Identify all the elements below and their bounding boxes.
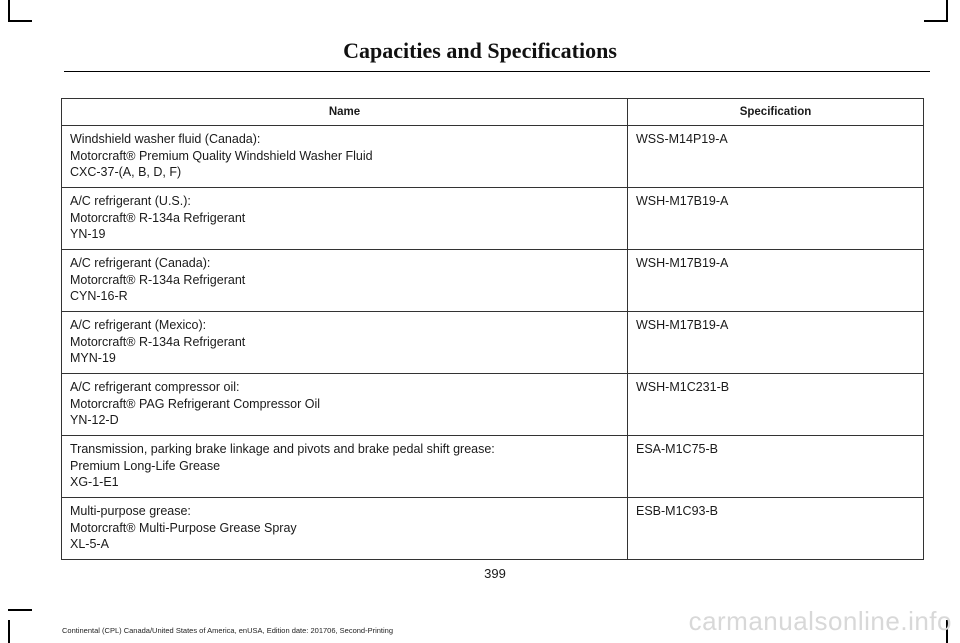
cell-name: [62, 250, 628, 312]
cell-name-line: Multi-purpose grease:: [70, 504, 191, 518]
cell-name-line: A/C refrigerant (Canada):: [70, 256, 211, 270]
cell-name-line: A/C refrigerant (U.S.):: [70, 194, 191, 208]
crop-mark: [924, 20, 948, 22]
column-header-name: Name: [62, 99, 628, 126]
cell-name-line: Transmission, parking brake linkage and pivots and brake pedal shift grease:: [70, 442, 495, 456]
title-rule: [64, 71, 930, 72]
footer-edition-text: Continental (CPL) Canada/United States of America, enUSA, Edition date: 201706, Second-Printing: [62, 626, 394, 635]
cell-name-line: YN-19: [70, 227, 106, 241]
cell-name-line: A/C refrigerant (Mexico):: [70, 318, 207, 332]
cell-name-line: Motorcraft® R-134a Refrigerant: [70, 272, 246, 287]
column-header-specification: Specification: [628, 99, 924, 126]
cell-name-line: Premium Long-Life Grease: [70, 458, 221, 473]
table-row: [62, 250, 924, 312]
table-row: [62, 436, 924, 498]
table-row: [62, 374, 924, 436]
page-number: 399: [484, 566, 506, 581]
cell-name-line: YN-12-D: [70, 413, 119, 427]
cell-name-line: Motorcraft® Multi-Purpose Grease Spray: [70, 520, 297, 535]
cell-name-line: Motorcraft® PAG Refrigerant Compressor Oil: [70, 396, 321, 411]
cell-name-line: Motorcraft® R-134a Refrigerant: [70, 334, 246, 349]
cell-specification: WSH-M17B19-A: [628, 250, 924, 312]
cell-name-line: Windshield washer fluid (Canada):: [70, 132, 261, 146]
table-body: [62, 126, 924, 560]
page-title: Capacities and Specifications: [343, 38, 617, 63]
cell-specification: WSH-M1C231-B: [628, 374, 924, 436]
cell-name-line: XG-1-E1: [70, 475, 119, 489]
cell-name: [62, 188, 628, 250]
crop-mark: [8, 20, 32, 22]
cell-name: [62, 312, 628, 374]
crop-mark: [8, 0, 10, 20]
cell-name-line: Motorcraft® R-134a Refrigerant: [70, 210, 246, 225]
table-row: [62, 498, 924, 560]
crop-mark: [8, 620, 10, 643]
table-header-row: [62, 99, 924, 126]
watermark: carmanualsonline.info: [688, 606, 952, 636]
cell-name-line: Motorcraft® Premium Quality Windshield Washer Fluid: [70, 148, 373, 163]
specifications-table: [61, 98, 924, 560]
cell-specification: ESB-M1C93-B: [628, 498, 924, 560]
cell-specification: ESA-M1C75-B: [628, 436, 924, 498]
cell-name-line: CYN-16-R: [70, 289, 128, 303]
cell-name: [62, 126, 628, 188]
cell-specification: WSS-M14P19-A: [628, 126, 924, 188]
cell-name-line: MYN-19: [70, 351, 116, 365]
table-row: [62, 126, 924, 188]
table-row: [62, 188, 924, 250]
crop-mark: [8, 609, 32, 611]
cell-name: [62, 436, 628, 498]
cell-specification: WSH-M17B19-A: [628, 188, 924, 250]
crop-mark: [946, 0, 948, 20]
cell-name-line: CXC-37-(A, B, D, F): [70, 165, 182, 179]
table-row: [62, 312, 924, 374]
cell-name: [62, 498, 628, 560]
cell-name-line: A/C refrigerant compressor oil:: [70, 380, 240, 394]
cell-name-line: XL-5-A: [70, 537, 109, 551]
cell-name: [62, 374, 628, 436]
cell-specification: WSH-M17B19-A: [628, 312, 924, 374]
